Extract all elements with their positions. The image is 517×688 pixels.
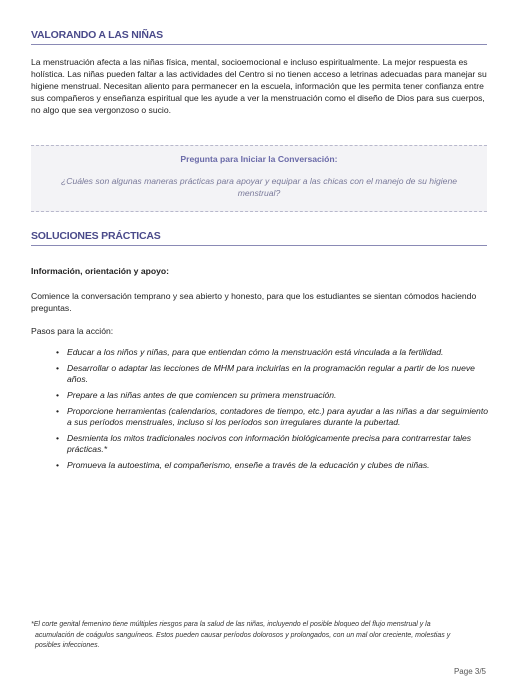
callout-title: Pregunta para Iniciar la Conversación: (180, 154, 338, 164)
list-item: • Educar a los niños y niñas, para que entiendan cómo la menstruación está vinculada a la fertilidad. (56, 347, 444, 357)
page-number: Page 3/5 (453, 667, 486, 676)
intro-paragraph: La menstruación afecta a las niñas física, mental, socioemocional e incluso espiritualmente. La mejor respuesta es holística. Las niñas pueden faltar a las actividades del Centro si no tienen acceso a letrinas adecuadas para manejar su higiene menstrual. Necesitan aliento para permanecer en la escuela, información que les permita tener confianza entre sus compañeros y enseñanza espiritual que les ayude a ver la menstruación como el diseño de Dios para sus cuerpos, no algo que sea vergonzoso o sucio. (31, 57, 487, 115)
bullet-icon: • (56, 433, 60, 443)
steps-label: Pasos para la acción: (31, 326, 114, 336)
intro-text: Comience la conversación temprano y sea abierto y honesto, para que los estudiantes se sientan cómodos haciendo preguntas. (31, 291, 477, 313)
footnote-line: acumulación de coágulos sanguíneos. Estos pueden causar períodos dolorosos y prolongados, con un mal olor creciente, molestias y (35, 631, 451, 639)
bullet-icon: • (56, 347, 60, 357)
bullet-icon: • (56, 406, 60, 416)
list-item: • Desarrollar o adaptar las lecciones de MHM para incluirlas en la programación regular a partir de los nueve años. (56, 363, 475, 384)
callout-question: ¿Cuáles son algunas maneras prácticas para apoyar y equipar a las chicas con el manejo de su higiene menstrual? (60, 176, 458, 198)
list-item: • Promueva la autoestima, el compañerismo, enseñe a través de la educación y clubes de niñas. (56, 460, 430, 470)
bullet-icon: • (56, 363, 60, 373)
list-item: • Desmienta los mitos tradicionales nocivos con información biológicamente precisa para contrarrestar tales prácticas.* (56, 433, 472, 454)
subheading: Información, orientación y apoyo: (31, 266, 169, 276)
section-title-soluciones: SOLUCIONES PRÁCTICAS (31, 230, 487, 246)
action-list (56, 347, 488, 476)
list-item: • Proporcione herramientas (calendarios, contadores de tiempo, etc.) para ayudar a las niñas a dar seguimiento a sus períodos menstruales, incluso si los períodos son irregulares durante la pubertad. (56, 406, 488, 427)
footnote-line: posibles infecciones. (35, 642, 100, 649)
conversation-callout (31, 145, 487, 212)
bullet-icon: • (56, 460, 60, 470)
list-item: • Prepare a las niñas antes de que comiencen su primera menstruación. (56, 390, 337, 400)
footnote (31, 620, 491, 652)
bullet-icon: • (56, 390, 60, 400)
footnote-line: *El corte genital femenino tiene múltiples riesgos para la salud de las niñas, incluyendo el posible bloqueo del flujo menstrual y la (31, 621, 431, 628)
section-title-valorando: VALORANDO A LAS NIÑAS (31, 29, 487, 45)
